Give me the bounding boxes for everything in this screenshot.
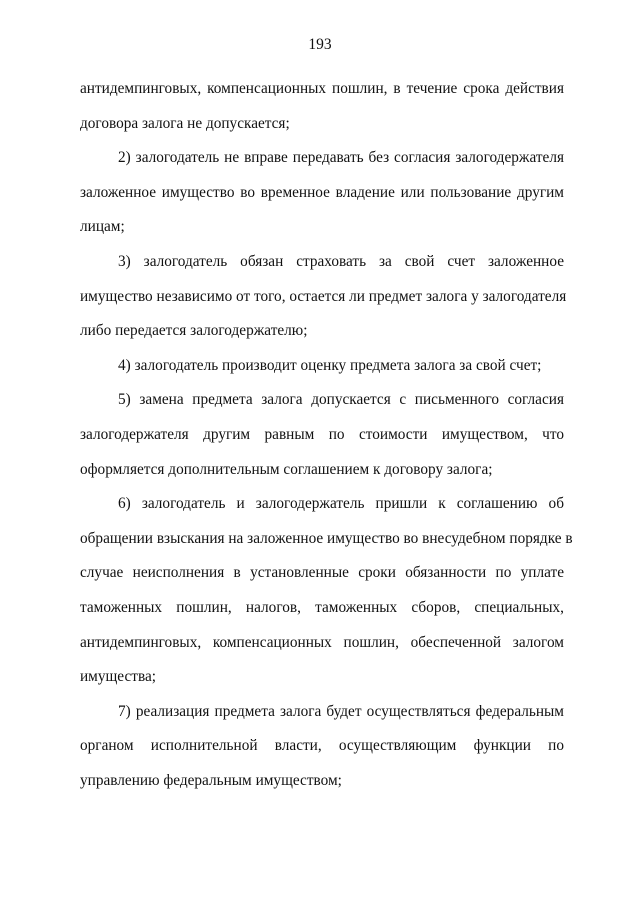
page-number: 193 (308, 36, 332, 53)
text-line: управлению федеральным имуществом; (80, 771, 342, 789)
text-line: либо передается залогодержателю; (80, 322, 308, 340)
text-line: имущество независимо от того, остается ли предмет залога у залогодателя (80, 287, 567, 305)
text-line: обращении взыскания на заложенное имущество во внесудебном порядке в (80, 529, 573, 547)
text-line: антидемпинговых, компенсационных пошлин, в течение срока действия (80, 80, 564, 97)
text-line: 4) залогодатель производит оценку предмета залога за свой счет; (118, 356, 542, 374)
text-line: заложенное имущество во временное владение или пользование другим (80, 183, 564, 201)
text-line: 6) залогодатель и залогодержатель пришли к соглашению об (118, 495, 564, 513)
text-line: договора залога не допускается; (80, 114, 290, 132)
text-line: лицам; (80, 218, 125, 236)
text-line: оформляется дополнительным соглашением к договору залога; (80, 460, 493, 478)
document-body (80, 72, 573, 798)
text-line: органом исполнительной власти, осуществляющим функции по (80, 737, 564, 755)
text-line: 3) залогодатель обязан страховать за свой счет заложенное (118, 252, 564, 270)
text-line: 7) реализация предмета залога будет осуществляться федеральным (118, 702, 564, 720)
text-line: залогодержателя другим равным по стоимости имуществом, что (80, 425, 564, 443)
text-line: имущества; (80, 668, 156, 686)
text-line: 2) залогодатель не вправе передавать без согласия залогодержателя (118, 149, 564, 167)
text-line: 5) замена предмета залога допускается с письменного согласия (118, 391, 564, 409)
text-line: таможенных пошлин, налогов, таможенных сборов, специальных, (80, 598, 564, 616)
text-line: случае неисполнения в установленные сроки обязанности по уплате (80, 564, 564, 582)
text-line: антидемпинговых, компенсационных пошлин, обеспеченной залогом (80, 633, 564, 651)
